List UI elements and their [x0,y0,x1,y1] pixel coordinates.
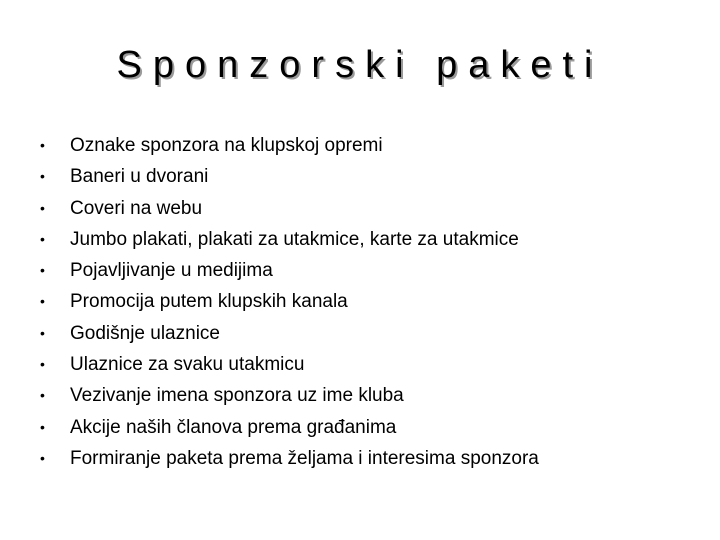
bullet-item [40,349,539,380]
bullet-point-icon: • [40,168,45,185]
bullet-item [40,443,539,474]
bullet-item [40,193,539,224]
bullet-item [40,412,539,443]
bullet-text: Promocija putem klupskih kanala [70,291,348,313]
bullet-item [40,255,539,286]
bullet-item [40,380,539,411]
bullet-point-icon: • [40,324,45,341]
bullet-item [40,130,539,161]
bullet-point-icon: • [40,293,45,310]
bullet-text: Formiranje paketa prema željama i interesima sponzora [70,447,539,469]
bullet-list [40,130,539,474]
bullet-text: Akcije naših članova prema građanima [70,416,397,438]
bullet-point-icon: • [40,449,45,466]
bullet-text: Baneri u dvorani [70,166,209,188]
bullet-text: Pojavljivanje u medijima [70,260,273,282]
bullet-item [40,286,539,317]
bullet-text: Ulaznice za svaku utakmicu [70,354,305,376]
bullet-text: Vezivanje imena sponzora uz ime kluba [70,385,404,407]
bullet-point-icon: • [40,199,45,216]
bullet-item [40,161,539,192]
bullet-point-icon: • [40,137,45,153]
bullet-text: Oznake sponzora na klupskoj opremi [70,135,383,156]
bullet-text: Godišnje ulaznice [70,322,220,344]
bullet-point-icon: • [40,230,45,247]
bullet-item [40,224,539,255]
bullet-point-icon: • [40,356,45,373]
bullet-point-icon: • [40,418,45,435]
bullet-item [40,318,539,349]
bullet-point-icon: • [40,262,45,279]
bullet-point-icon: • [40,387,45,404]
slide-title: Sponzorski paketi [116,44,604,86]
bullet-text: Jumbo plakati, plakati za utakmice, karte za utakmice [70,228,519,250]
bullet-text: Coveri na webu [70,197,203,219]
